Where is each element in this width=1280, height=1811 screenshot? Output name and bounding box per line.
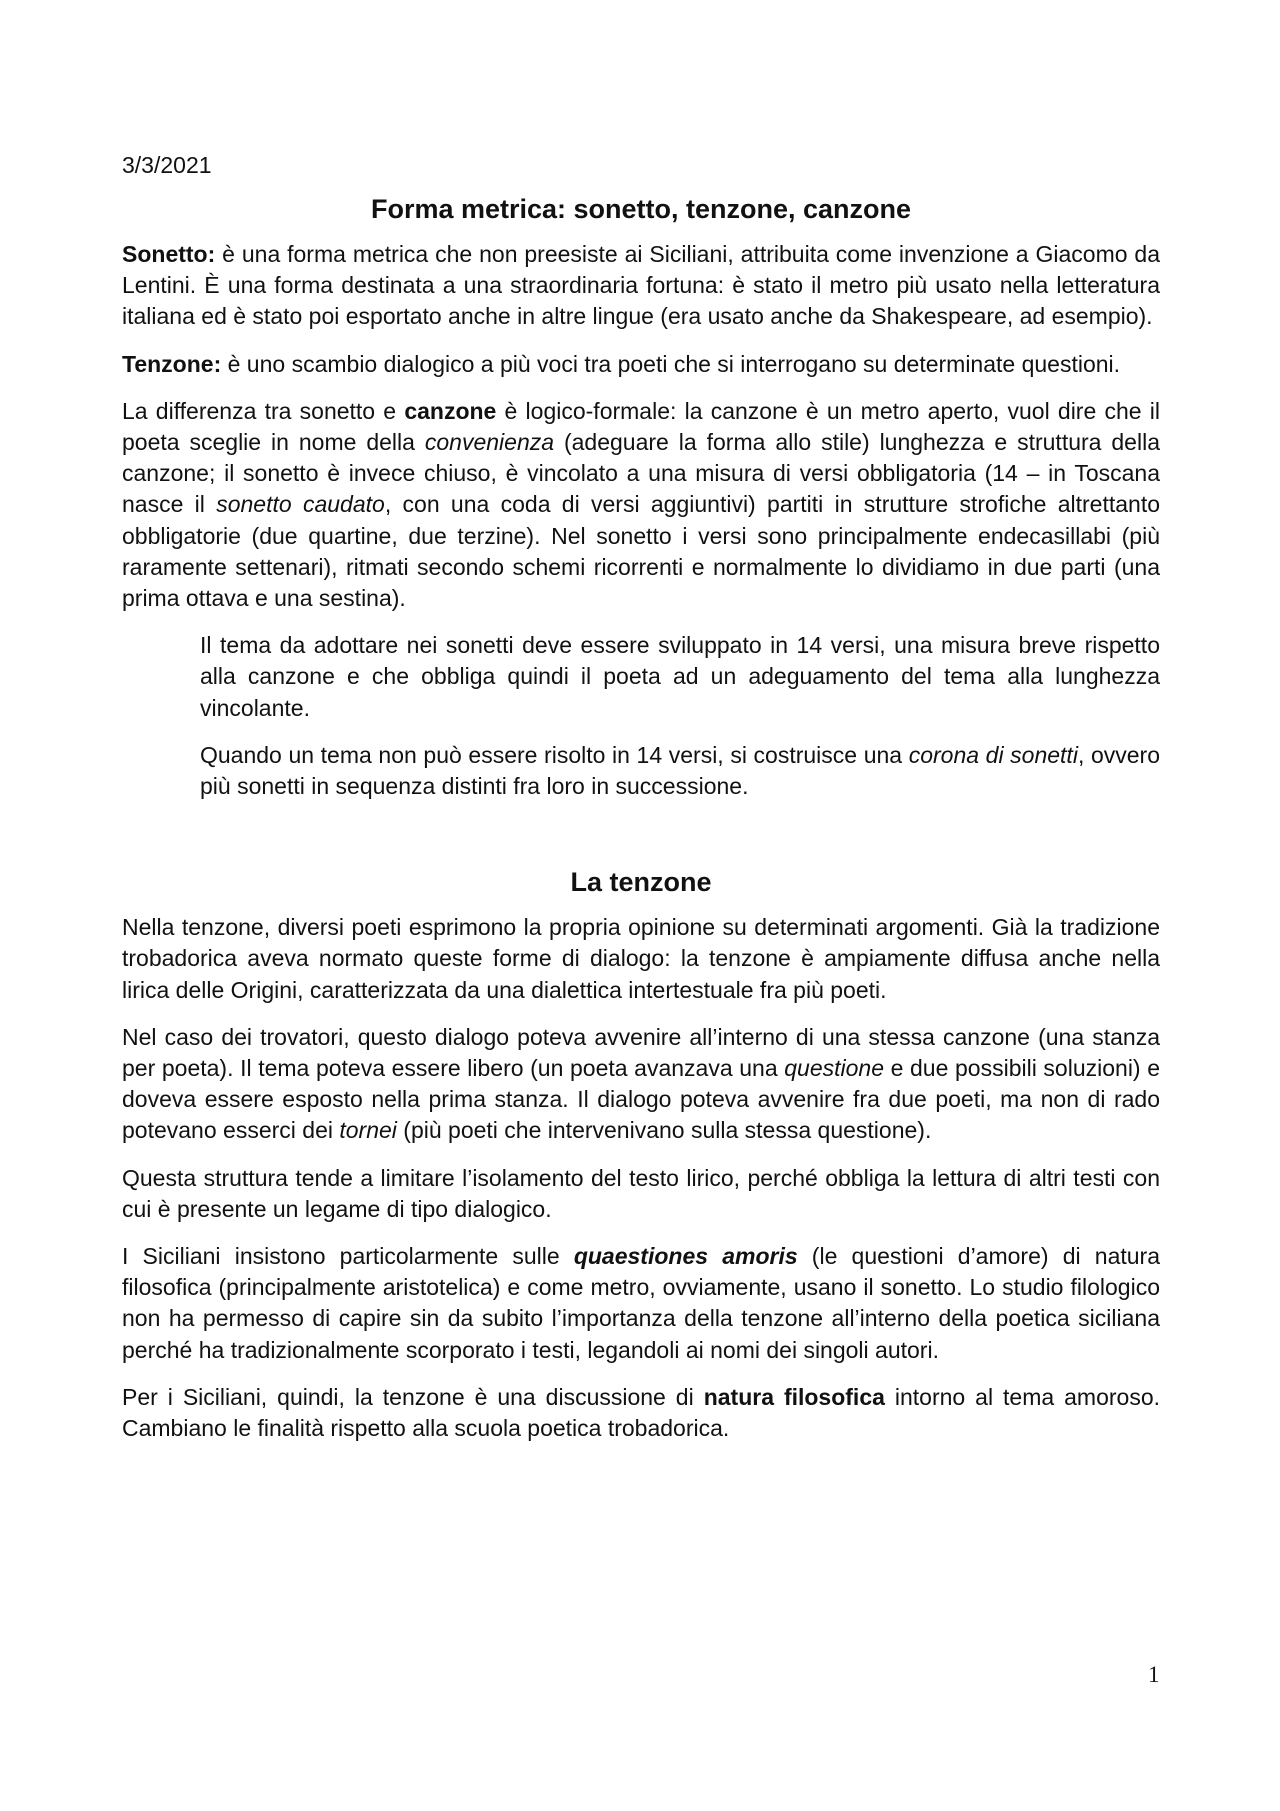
italic-sonetto-caudato: sonetto caudato	[216, 491, 385, 518]
italic-tornei: tornei	[339, 1117, 397, 1144]
text-run: e due possibili soluzioni) e doveva essere esposto nella prima stanza. Il dialogo poteva avvenire fra due poeti, ma non di rado potevano esserci dei	[122, 1055, 1160, 1144]
text-run: , con una coda di versi aggiuntivi) partiti in strutture strofiche altrettanto obbligatorie (due quartine, due terzine). Nel sonetto i versi sono principalmente endecasillabi (più raramente settenari), ritmati secondo schemi ricorrenti e normalmente lo dividiamo in due parti (una prima ottava e una sestina).	[122, 491, 1160, 612]
paragraph-struttura: Questa struttura tende a limitare l’isolamento del testo lirico, perché obbliga la lettura di altri testi con cui è presente un legame di tipo dialogico.	[122, 1164, 1160, 1222]
bold-natura-filosofica: natura filosofica	[703, 1383, 885, 1410]
text-run: intorno al tema amoroso. Cambiano le finalità rispetto alla scuola poetica trobadorica.	[122, 1383, 1160, 1442]
text-run: Nel caso dei trovatori, questo dialogo poteva avvenire all’interno di una stessa canzone (una stanza per poeta). Il tema poteva essere libero (un poeta avanzava una	[122, 1023, 1160, 1082]
bold-italic-quaestiones-amoris: quaestiones amoris	[573, 1243, 798, 1270]
paragraph-tenzone-intro: Nella tenzone, diversi poeti esprimono la propria opinione su determinati argomenti. Già la tradizione trobadorica aveva normato queste forme di dialogo: la tenzone è ampiamente diffusa anche nella lirica delle Origini, caratterizzata da una dialettica intertestuale fra più poeti.	[122, 914, 1160, 1003]
text-run: , ovvero più sonetti in sequenza distinti fra loro in successione.	[200, 741, 1160, 800]
page-number: 1	[1148, 1662, 1160, 1687]
section-heading-tenzone: La tenzone	[570, 867, 712, 898]
paragraph-differenza	[122, 396, 1160, 614]
text-run: è logico-formale: la canzone è un metro aperto, vuol dire che il poeta sceglie in nome della	[122, 397, 1160, 456]
document-page	[122, 150, 1160, 1460]
paragraph-tema-indented: Il tema da adottare nei sonetti deve essere sviluppato in 14 versi, una misura breve rispetto alla canzone e che obbliga quindi il poeta ad un adeguamento del tema alla lunghezza vincolante.	[200, 632, 1160, 721]
paragraph-sonetto	[122, 239, 1160, 333]
page-title: Forma metrica: sonetto, tenzone, canzone	[370, 194, 912, 224]
text-run: I Siciliani insistono particolarmente sulle	[122, 1243, 574, 1270]
paragraph-text: è uno scambio dialogico a più voci tra poeti che si interrogano su determinate questioni.	[221, 350, 1121, 377]
paragraph-corona-indented	[200, 740, 1160, 802]
term-tenzone: Tenzone:	[122, 350, 222, 377]
text-run: (le questioni d’amore) di natura filosofica (principalmente aristotelica) e come metro, ovviamente, usano il sonetto. Lo studio filologico non ha permesso di capire sin da subito l’importanza della tenzone all’interno della poetica siciliana perché ha tradizionalmente scorporato i testi, legandoli ai nomi dei singoli autori.	[122, 1243, 1160, 1363]
text-run: (adeguare la forma allo stile) lunghezza e struttura della canzone; il sonetto è invece chiuso, è vincolato a una misura di versi obbligatoria (14 – in Toscana nasce il	[122, 429, 1160, 518]
paragraph-text: è una forma metrica che non preesiste ai Siciliani, attribuita come invenzione a Giacomo da Lentini. È una forma destinata a una straordinaria fortuna: è stato il metro più usato nella letteratura italiana ed è stato poi esportato anche in altre lingue (era usato anche da Shakespeare, ad esempio).	[122, 241, 1160, 330]
text-run: La differenza tra sonetto e	[122, 397, 405, 424]
text-run: Per i Siciliani, quindi, la tenzone è una discussione di	[122, 1383, 704, 1410]
paragraph-natura-filosofica	[122, 1382, 1160, 1444]
bold-canzone: canzone	[404, 397, 497, 424]
paragraph-siciliani	[122, 1241, 1160, 1366]
italic-convenienza: convenienza	[424, 429, 555, 456]
text-run: Quando un tema non può essere risolto in 14 versi, si costruisce una	[200, 741, 909, 768]
italic-corona-di-sonetti: corona di sonetti	[908, 741, 1078, 768]
paragraph-tenzone	[122, 349, 1160, 380]
text-run: (più poeti che intervenivano sulla stessa questione).	[396, 1117, 932, 1144]
term-sonetto: Sonetto:	[122, 241, 216, 267]
date: 3/3/2021	[122, 152, 212, 178]
italic-questione: questione	[784, 1055, 884, 1082]
paragraph-trovatori	[122, 1022, 1160, 1147]
